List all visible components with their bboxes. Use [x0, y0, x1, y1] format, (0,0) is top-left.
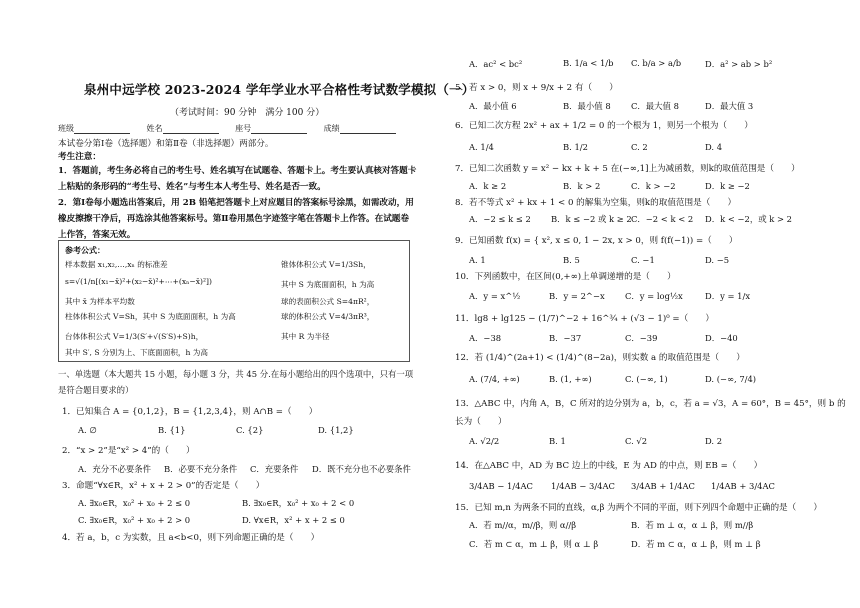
q2-option-a[interactable]: A．充分不必要条件 — [78, 464, 152, 474]
q1-option-b[interactable]: B. {1} — [158, 425, 186, 435]
question-2-stem: 2．“x > 2”是“x² > 4”的（ ） — [62, 446, 195, 456]
q11-option-b[interactable]: B．−37 — [549, 333, 582, 343]
q11-option-d[interactable]: D．−40 — [705, 333, 738, 343]
formula-right-line: 其中 R 为半径 — [281, 332, 330, 341]
q4-option-d[interactable]: D．a² > ab > b² — [705, 59, 773, 69]
question-15-stem: 15．已知 m,n 为两条不同的直线，α,β 为两个不同的平面，则下列四个命题中正确的是（ ） — [455, 503, 823, 513]
formula-left-line: 台体体积公式 V=1/3(S′+√(S′S)+S)h， — [65, 332, 204, 341]
q6-option-b[interactable]: B. 1/2 — [563, 142, 588, 152]
q10-option-d[interactable]: D．y = 1/x — [705, 291, 751, 301]
instruction-line: 上作答，答案无效。 — [58, 230, 136, 240]
q2-option-d[interactable]: D．既不充分也不必要条件 — [312, 464, 411, 474]
q4-option-c[interactable]: C. b/a > a/b — [631, 58, 682, 68]
q8-option-a[interactable]: A．−2 ≤ k ≤ 2 — [469, 214, 531, 224]
q1-option-c[interactable]: C. {2} — [236, 425, 264, 435]
q5-option-d[interactable]: D．最大值 3 — [705, 101, 754, 111]
q5-option-a[interactable]: A．最小值 6 — [469, 101, 517, 111]
question-5-stem: 5．若 x > 0，则 x + 9/x + 2 有（ ） — [455, 83, 618, 93]
student-info-line — [58, 123, 396, 134]
formula-box — [58, 240, 410, 362]
q8-option-d[interactable]: D．k < −2，或 k > 2 — [705, 214, 793, 224]
q9-option-a[interactable]: A. 1 — [469, 255, 486, 265]
question-10-stem: 10．下列函数中，在区间(0,+∞)上单调递增的是（ ） — [455, 272, 676, 282]
instruction-line: 橡皮擦擦干净后，再选涂其他答案标号。第Ⅱ卷用黑色字迹签字笔在答题卡上作答。在试题卷 — [58, 214, 409, 224]
q13-option-c[interactable]: C. √2 — [625, 436, 648, 446]
q1-option-a[interactable]: A. ∅ — [78, 425, 97, 435]
q14-option-a[interactable]: 3/4AB − 1/4AC — [469, 481, 533, 491]
field-score-blank[interactable] — [340, 124, 396, 134]
q10-option-c[interactable]: C．y = log½x — [625, 291, 683, 301]
formula-heading: 参考公式： — [65, 245, 105, 255]
q7-option-b[interactable]: B．k > 2 — [563, 181, 601, 191]
q9-option-d[interactable]: D. −5 — [705, 255, 730, 265]
q6-option-d[interactable]: D. 4 — [705, 142, 723, 152]
q15-option-b[interactable]: B．若 m ⊥ α，α ⊥ β，则 m//β — [631, 520, 754, 530]
formula-left-line: 柱体体积公式 V=Sh，其中 S 为底面面积，h 为高 — [65, 312, 236, 321]
question-14-stem: 14．在△ABC 中，AD 为 BC 边上的中线，E 为 AD 的中点，则 EB =（ ） — [455, 461, 763, 471]
q3-option-a[interactable]: A. ∃x₀∈R，x₀² + x₀ + 2 ≤ 0 — [78, 498, 191, 508]
q12-option-a[interactable]: A. (7/4, +∞) — [469, 374, 520, 384]
exam-subtitle: （考试时间：90 分钟 满分 100 分） — [170, 108, 325, 118]
instruction-line: 上粘贴的条形码的“考生号、姓名”与考生本人考生号、姓名是否一致。 — [58, 182, 326, 192]
formula-right-line: 球的表面积公式 S=4πR²， — [281, 297, 375, 306]
q3-option-d[interactable]: D. ∀x∈R，x² + x + 2 ≤ 0 — [242, 515, 345, 525]
formula-right-line: 其中 S 为底面面积，h 为高 — [281, 280, 375, 289]
question-11-stem: 11．lg8 + lg125 − (1/7)^−2 + 16^¾ + (√3 − 1)⁰ =（ ） — [455, 314, 714, 324]
question-3-stem: 3．命题“∀x∈R，x² + x + 2 > 0”的否定是（ ） — [62, 481, 265, 491]
q7-option-d[interactable]: D．k ≥ −2 — [705, 181, 750, 191]
q12-option-c[interactable]: C. (−∞, 1) — [625, 374, 668, 384]
field-name-label: 姓名 — [146, 124, 163, 133]
q2-option-c[interactable]: C．充要条件 — [250, 464, 299, 474]
q8-option-c[interactable]: C．−2 < k < 2 — [631, 214, 694, 224]
q3-option-c[interactable]: C. ∃x₀∈R，x₀² + x₀ + 2 > 0 — [78, 515, 191, 525]
q15-option-d[interactable]: D．若 m ⊂ α，α ⊥ β，则 m ⊥ β — [631, 539, 761, 549]
instructions-intro: 本试卷分第Ⅰ卷（选择题）和第Ⅱ卷（非选择题）两部分。 — [58, 139, 274, 149]
field-score-label: 成绩 — [323, 124, 340, 133]
q5-option-b[interactable]: B．最小值 8 — [563, 101, 611, 111]
formula-left-line: s=√(1/n[(x₁−x̄)²+(x₂−x̄)²+⋯+(xₙ−x̄)²]) — [65, 277, 212, 286]
field-class-blank[interactable] — [74, 124, 130, 134]
q2-option-b[interactable]: B．必要不充分条件 — [164, 464, 238, 474]
q12-option-b[interactable]: B. (1, +∞) — [549, 374, 592, 384]
instructions-heading: 考生注意： — [58, 152, 101, 162]
q14-option-c[interactable]: 3/4AB + 1/4AC — [631, 481, 695, 491]
q12-option-d[interactable]: D. (−∞, 7/4) — [705, 374, 757, 384]
q14-option-b[interactable]: 1/4AB − 3/4AC — [551, 481, 615, 491]
q7-option-c[interactable]: C．k > −2 — [631, 181, 676, 191]
q8-option-b[interactable]: B．k ≤ −2 或 k ≥ 2 — [551, 214, 632, 224]
q13-option-d[interactable]: D. 2 — [705, 436, 723, 446]
question-13-stem: 13．△ABC 中，内角 A，B，C 所对的边分别为 a，b，c，若 a = √3，A = 60°，B = 45°，则 b 的 — [455, 399, 846, 409]
section-heading-cont: 是符合题目要求的） — [58, 385, 134, 395]
formula-left-line: 其中 x̄ 为样本平均数 — [65, 297, 135, 306]
field-class-label: 班级 — [58, 124, 74, 133]
question-6-stem: 6．已知二次方程 2x² + ax + 1/2 = 0 的一个根为 1，则另一个根为（ ） — [455, 121, 753, 131]
q4-option-b[interactable]: B. 1/a < 1/b — [563, 58, 614, 68]
instruction-line: 2．第Ⅰ卷每小题选出答案后，用 2B 铅笔把答题卡上对应题目的答案标号涂黑，如需改动，用 — [58, 198, 414, 208]
formula-left-line: 样本数据 x₁,x₂,…,xₙ 的标准差 — [65, 260, 168, 269]
formula-right-line: 球的体积公式 V=4/3πR³， — [281, 312, 375, 321]
q9-option-c[interactable]: C. −1 — [631, 255, 655, 265]
q13-option-a[interactable]: A. √2/2 — [469, 436, 500, 446]
q6-option-a[interactable]: A. 1/4 — [469, 142, 494, 152]
question-8-stem: 8．若不等式 x² + kx + 1 < 0 的解集为空集，则k的取值范围是（ ） — [455, 198, 737, 208]
question-13-stem-cont: 长为（ ） — [455, 417, 507, 427]
q13-option-b[interactable]: B. 1 — [549, 436, 566, 446]
instruction-line: 1．答题前，考生务必将自己的考生号、姓名填写在试题卷、答题卡上。考生要认真核对答题卡 — [58, 166, 417, 176]
q4-option-a[interactable]: A．ac² < bc² — [469, 59, 523, 69]
field-name-blank[interactable] — [163, 124, 219, 134]
q1-option-d[interactable]: D. {1,2} — [318, 425, 354, 435]
q10-option-b[interactable]: B．y = 2^−x — [549, 291, 605, 301]
q6-option-c[interactable]: C. 2 — [631, 142, 648, 152]
q3-option-b[interactable]: B. ∃x₀∈R，x₀² + x₀ + 2 < 0 — [242, 498, 355, 508]
question-1-stem: 1．已知集合 A = {0,1,2}，B = {1,2,3,4}，则 A∩B =（ ） — [62, 407, 318, 417]
q15-option-a[interactable]: A．若 m//α，m//β，则 α//β — [469, 520, 577, 530]
q11-option-c[interactable]: C．−39 — [625, 333, 658, 343]
page-title: 泉州中远学校 2023-2024 学年学业水平合格性考试数学模拟（一） — [84, 82, 475, 97]
question-4-stem: 4．若 a，b，c 为实数，且 a<b<0，则下列命题正确的是（ ） — [62, 533, 320, 543]
q5-option-c[interactable]: C．最大值 8 — [631, 101, 679, 111]
formula-right-line: 锥体体积公式 V=1/3Sh， — [281, 260, 371, 269]
field-seat-blank[interactable] — [251, 124, 307, 134]
question-7-stem: 7．已知二次函数 y = x² − kx + k + 5 在(−∞,1]上为减函数，则k的取值范围是（ ） — [455, 164, 800, 174]
q14-option-d[interactable]: 1/4AB + 3/4AC — [711, 481, 775, 491]
q15-option-c[interactable]: C．若 m ⊂ α，m ⊥ β，则 α ⊥ β — [469, 539, 599, 549]
question-9-stem: 9．已知函数 f(x) = { x², x ≤ 0, 1 − 2x, x > 0，则 f(f(−1)) =（ ） — [455, 236, 738, 246]
formula-left-line: 其中 S′, S 分别为上、下底面面积，h 为高 — [65, 348, 208, 357]
section-heading: 一、单选题（本大题共 15 小题，每小题 3 分，共 45 分.在每小题给出的四个选项中，只有一项 — [58, 369, 414, 379]
field-seat-label: 座号 — [235, 124, 252, 133]
q7-option-a[interactable]: A．k ≥ 2 — [469, 181, 507, 191]
q10-option-a[interactable]: A．y = x^½ — [469, 291, 521, 301]
question-12-stem: 12．若 (1/4)^(2a+1) < (1/4)^(8−2a)，则实数 a 的取值范围是（ ） — [455, 353, 745, 363]
q9-option-b[interactable]: B. 5 — [563, 255, 580, 265]
q11-option-a[interactable]: A．−38 — [469, 333, 502, 343]
